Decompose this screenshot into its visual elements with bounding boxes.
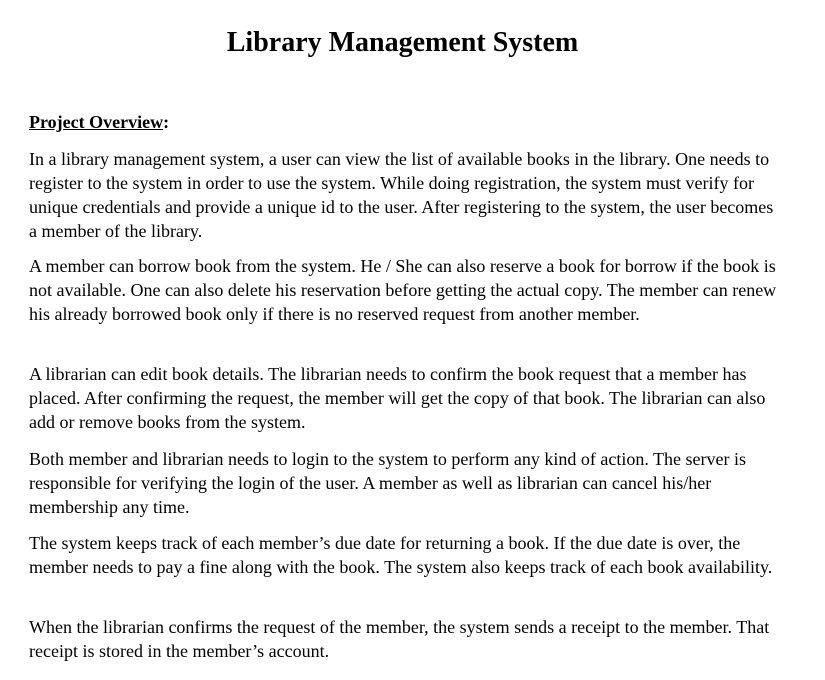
- paragraph-due-date: The system keeps track of each member’s due date for returning a book. If the due date is over, the member needs to pay a fine along with the book. The system also keeps track of each book availability.: [29, 533, 773, 577]
- paragraph-librarian-duties: A librarian can edit book details. The librarian needs to confirm the book request that a member has placed. After confirming the request, the member will get the copy of that book. The librarian can also add or remove books from the system.: [29, 364, 766, 432]
- section-heading-text: Project Overview: [29, 112, 164, 132]
- paragraph-user-registration: In a library management system, a user can view the list of available books in the library. One needs to register to the system in order to use the system. While doing registration, the system must verify for unique credentials and provide a unique id to the user. After registering to the system, the user becomes a member of the library.: [29, 149, 774, 241]
- paragraph-receipt: When the librarian confirms the request of the member, the system sends a receipt to the member. That receipt is stored in the member’s account.: [29, 617, 770, 661]
- document-title: Library Management System: [226, 27, 579, 58]
- section-heading: [29, 111, 169, 133]
- paragraph-login: Both member and librarian needs to login to the system to perform any kind of action. The server is responsible for verifying the login of the user. A member as well as librarian can cancel his/her membership any time.: [29, 449, 746, 517]
- section-heading-colon: :: [163, 112, 170, 132]
- paragraph-member-borrowing: A member can borrow book from the system. He / She can also reserve a book for borrow if the book is not available. One can also delete his reservation before getting the actual copy. The member can renew his already borrowed book only if there is no reserved request from another member.: [29, 256, 777, 324]
